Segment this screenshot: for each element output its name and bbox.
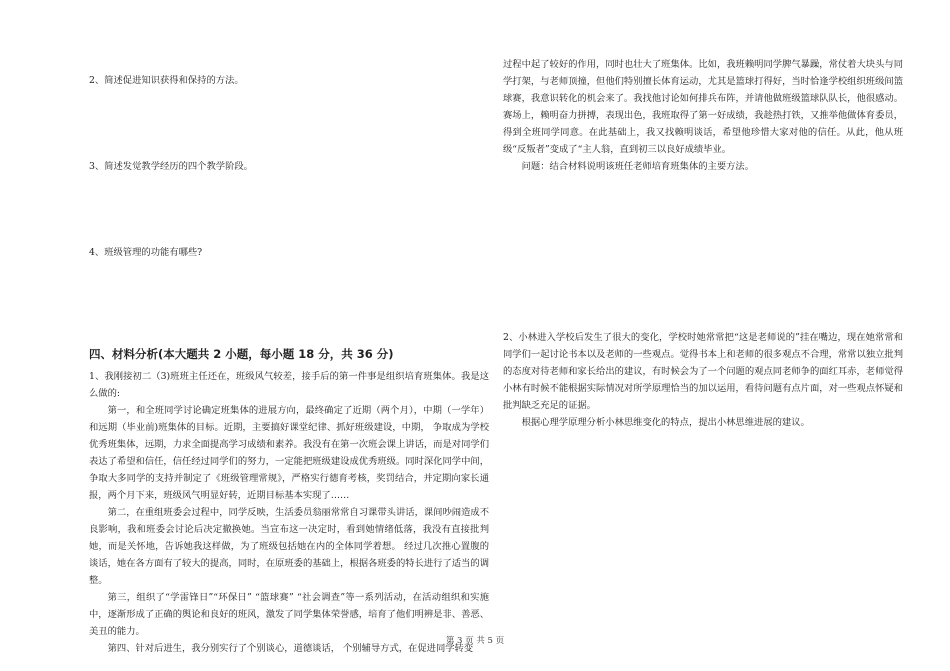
question-2: 2、简述促进知识获得和保持的方法。	[89, 75, 244, 86]
material-2-intro: 2、小林进入学校后发生了很大的变化，学校时她常常把“这是老师说的”挂在嘴边，现在她常常和同学们一起讨论书本以及老师的一些观点。觉得书本上和老师的很多观点不合理，常常以独立批判的态度对待老师和家长给出的建议，有时候会为了一个问题的观点同老师争的面红耳赤，老师觉得小林有时候不能根据实际情况对所学原理恰当的加以运用，看待问题有点片面，对一些观点怀疑和批判缺乏充足的证据。	[503, 332, 903, 411]
material-1-paragraph-1: 第一，和全班同学讨论确定班集体的进展方向，最终确定了近期（两个月），中期（一学年）和远期（毕业前)班集体的目标。近期，主要搞好课堂纪律、抓好班级建设，中期， 争取成为学校优秀班集体，远期，力求全面提高学习成绩和素养。我没有在第一次班会课上讲话，而是对同学们表达了希望和信任，信任经过同学们的努力，一定能把班级建设成优秀班级。同时深化同学中间，争取大多同学的支持并制定了《班级管理常规》，严格实行德育考核，奖罚结合，并定期向家长通报，两个月下来，班级风气明显好转，近期目标基本实现了……	[89, 405, 489, 501]
material-1-paragraph-4: 第四、针对后进生，我分别实行了个别谈心，道德谈话， 个别辅导方式，在促进同学转变	[107, 643, 474, 654]
material-1-paragraph-3: 第三，组织了“学雷锋日”“环保日” “篮球赛” “社会调查”等一系列活动，在活动组织和实施中，逐渐形成了正确的舆论和良好的班风，激发了同学集体荣誉感，培育了他们明辨是非、善恶、美丑的能力。	[89, 592, 489, 637]
material-1-continued: 过程中起了较好的作用，同时也壮大了班集体。比如，我班赖明同学脾气暴躁，常仗着大块头与同学打架，与老师顶撞，但他们特别擅长体育运动，尤其是篮球打得好，当时恰逢学校组织班级间篮球赛，我意识转化的机会来了。我找他讨论如何排兵布阵，并请他做班级篮球队队长，他很感动。赛场上，赖明奋力拼搏，表现出色，我班取得了第一好成绩，我趁热打铁，又推举他做体育委员，得到全班同学同意。在此基础上，我又找赖明谈话，希望他珍惜大家对他的信任。从此，他从班级“反叛者”变成了“主人翁，直到初三以良好成绩毕业。	[503, 59, 903, 155]
material-1-intro: 1、我刚接初二（3)班班主任还在，班级风气较差，接手后的第一件事是组织培育班集体。我是这么做的:	[89, 371, 489, 399]
material-1-question: 问题：结合材料说明该班任老师培育班集体的主要方法。	[521, 161, 755, 172]
material-2-question: 根据心理学原理分析小林思维变化的特点，提出小林思维进展的建议。	[521, 417, 810, 428]
left-column	[89, 60, 489, 657]
question-3: 3、简述发觉教学经历的四个教学阶段。	[89, 161, 253, 172]
right-column	[503, 60, 903, 431]
section-title: 四、材料分析(本大题共 2 小题，每小题 18 分，共 36 分)	[89, 347, 394, 361]
question-4: 4、班级管理的功能有哪些?	[89, 247, 203, 258]
material-1-paragraph-2: 第二，在重组班委会过程中，同学反映，生活委员翁丽常常自习课带头讲话，课间吵闹造成不良影响，我和班委会讨论后决定撤换她。当宣布这一决定时，看到她情绪低落，我没有直接批判她，而是关怀地，告诉她我这样做，为了班级包括她在内的全体同学着想。 经过几次推心置腹的谈话，她在各方面有了较大的提高，同时，在原班委的基础上，根据各班委的特长进行了适当的调整。	[89, 507, 489, 586]
page-footer: 第 3 页 共 5 页	[445, 636, 505, 646]
